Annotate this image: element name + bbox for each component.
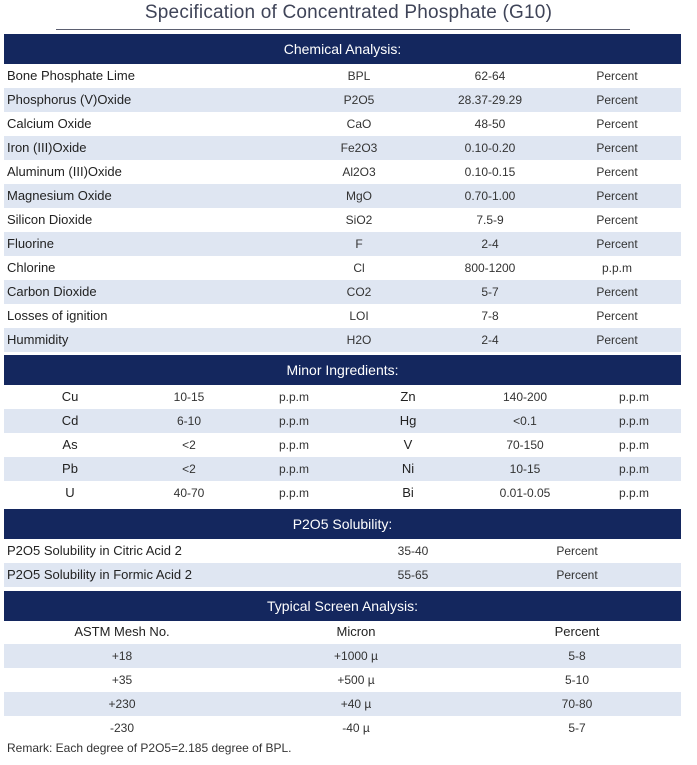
column-header-percent: Percent bbox=[554, 624, 600, 639]
element-value: 40-70 bbox=[173, 486, 205, 500]
micron-value: +500 µ bbox=[337, 673, 375, 687]
solubility-unit: Percent bbox=[556, 544, 598, 558]
table-row bbox=[4, 328, 681, 352]
element-unit: p.p.m bbox=[278, 414, 309, 428]
table-row bbox=[4, 232, 681, 256]
element-unit: p.p.m bbox=[278, 390, 309, 404]
compound-symbol: P2O5 bbox=[343, 93, 375, 107]
compound-symbol: CaO bbox=[346, 117, 372, 131]
title-underline bbox=[56, 29, 630, 30]
compound-name: Chlorine bbox=[7, 260, 56, 275]
element-unit: p.p.m bbox=[618, 414, 649, 428]
element-unit: p.p.m bbox=[618, 486, 649, 500]
compound-unit: Percent bbox=[596, 237, 638, 251]
compound-unit: Percent bbox=[596, 189, 638, 203]
compound-unit: Percent bbox=[596, 117, 638, 131]
micron-value: +40 µ bbox=[340, 697, 372, 711]
compound-unit: Percent bbox=[596, 213, 638, 227]
element-symbol: Pb bbox=[62, 461, 78, 476]
compound-value: 5-7 bbox=[481, 285, 499, 299]
percent-value: 70-80 bbox=[561, 697, 593, 711]
element-unit: p.p.m bbox=[278, 438, 309, 452]
compound-value: 0.10-0.20 bbox=[464, 141, 516, 155]
compound-value: 28.37-29.29 bbox=[457, 93, 523, 107]
solubility-name: P2O5 Solubility in Formic Acid 2 bbox=[7, 567, 192, 582]
element-value: <0.1 bbox=[513, 414, 537, 428]
table-row bbox=[4, 457, 681, 481]
element-symbol: V bbox=[403, 437, 413, 452]
table-row bbox=[4, 692, 681, 716]
micron-value: -40 µ bbox=[342, 721, 370, 735]
compound-name: Carbon Dioxide bbox=[7, 284, 97, 299]
mesh-value: +18 bbox=[111, 649, 133, 663]
element-symbol: Hg bbox=[399, 413, 417, 428]
table-row bbox=[4, 112, 681, 136]
mesh-value: -230 bbox=[109, 721, 135, 735]
element-symbol: Cu bbox=[61, 389, 79, 404]
compound-unit: Percent bbox=[596, 285, 638, 299]
element-value: 6-10 bbox=[176, 414, 202, 428]
compound-name: Phosphorus (V)Oxide bbox=[7, 92, 132, 107]
remark-note: Remark: Each degree of P2O5=2.185 degree of BPL. bbox=[7, 741, 292, 755]
percent-value: 5-7 bbox=[568, 721, 586, 735]
element-value: <2 bbox=[182, 462, 196, 476]
element-symbol: Cd bbox=[61, 413, 79, 428]
compound-name: Silicon Dioxide bbox=[7, 212, 93, 227]
element-value: 0.01-0.05 bbox=[499, 486, 551, 500]
table-row bbox=[4, 716, 681, 740]
table-row bbox=[4, 88, 681, 112]
compound-value: 2-4 bbox=[481, 333, 499, 347]
element-value: 140-200 bbox=[502, 390, 548, 404]
table-row bbox=[4, 64, 681, 88]
compound-unit: Percent bbox=[596, 309, 638, 323]
table-row bbox=[4, 668, 681, 692]
percent-value: 5-10 bbox=[564, 673, 590, 687]
element-value: <2 bbox=[182, 438, 196, 452]
compound-name: Iron (III)Oxide bbox=[7, 140, 87, 155]
solubility-unit: Percent bbox=[556, 568, 598, 582]
compound-unit: Percent bbox=[596, 93, 638, 107]
screen-column-headers bbox=[4, 620, 681, 644]
compound-name: Aluminum (III)Oxide bbox=[7, 164, 122, 179]
compound-symbol: H2O bbox=[346, 333, 372, 347]
micron-value: +1000 µ bbox=[334, 649, 378, 663]
solubility-value: 35-40 bbox=[397, 544, 429, 558]
table-row bbox=[4, 160, 681, 184]
table-row bbox=[4, 539, 681, 563]
element-symbol: Bi bbox=[402, 485, 414, 500]
element-symbol: Ni bbox=[401, 461, 415, 476]
compound-name: Magnesium Oxide bbox=[7, 188, 112, 203]
compound-name: Hummidity bbox=[7, 332, 69, 347]
compound-value: 2-4 bbox=[481, 237, 499, 251]
compound-value: 7.5-9 bbox=[476, 213, 504, 227]
compound-symbol: Cl bbox=[353, 261, 365, 275]
compound-unit: p.p.m bbox=[601, 261, 632, 275]
table-row bbox=[4, 208, 681, 232]
minor-ingredients-header: Minor Ingredients: bbox=[4, 355, 681, 385]
mesh-value: +230 bbox=[108, 697, 136, 711]
table-row bbox=[4, 481, 681, 505]
chemical-analysis-header: Chemical Analysis: bbox=[4, 34, 681, 64]
element-value: 10-15 bbox=[173, 390, 205, 404]
element-value: 70-150 bbox=[506, 438, 544, 452]
compound-unit: Percent bbox=[596, 165, 638, 179]
column-header-micron: Micron bbox=[336, 624, 376, 639]
element-symbol: As bbox=[62, 437, 78, 452]
compound-value: 0.70-1.00 bbox=[464, 189, 516, 203]
element-unit: p.p.m bbox=[618, 462, 649, 476]
compound-unit: Percent bbox=[596, 141, 638, 155]
compound-symbol: BPL bbox=[347, 69, 371, 83]
table-row bbox=[4, 644, 681, 668]
table-row bbox=[4, 280, 681, 304]
table-row bbox=[4, 433, 681, 457]
compound-unit: Percent bbox=[596, 69, 638, 83]
table-row bbox=[4, 385, 681, 409]
compound-symbol: MgO bbox=[345, 189, 372, 203]
compound-value: 7-8 bbox=[481, 309, 499, 323]
compound-name: Calcium Oxide bbox=[7, 116, 92, 131]
compound-symbol: SiO2 bbox=[345, 213, 373, 227]
compound-symbol: Al2O3 bbox=[342, 165, 376, 179]
element-symbol: U bbox=[65, 485, 75, 500]
percent-value: 5-8 bbox=[568, 649, 586, 663]
compound-name: Bone Phosphate Lime bbox=[7, 68, 135, 83]
column-header-mesh: ASTM Mesh No. bbox=[74, 624, 170, 639]
mesh-value: +35 bbox=[111, 673, 133, 687]
solubility-value: 55-65 bbox=[397, 568, 429, 582]
table-row bbox=[4, 184, 681, 208]
table-row bbox=[4, 409, 681, 433]
compound-symbol: Fe2O3 bbox=[340, 141, 378, 155]
table-row bbox=[4, 256, 681, 280]
compound-value: 800-1200 bbox=[464, 261, 516, 275]
compound-symbol: CO2 bbox=[346, 285, 372, 299]
page-title: Specification of Concentrated Phosphate (G10) bbox=[144, 2, 553, 23]
element-symbol: Zn bbox=[400, 389, 416, 404]
element-unit: p.p.m bbox=[618, 438, 649, 452]
compound-value: 48-50 bbox=[474, 117, 506, 131]
compound-value: 62-64 bbox=[474, 69, 506, 83]
element-unit: p.p.m bbox=[278, 486, 309, 500]
table-row bbox=[4, 136, 681, 160]
solubility-header: P2O5 Solubility: bbox=[4, 509, 681, 539]
element-value: 10-15 bbox=[509, 462, 541, 476]
compound-symbol: F bbox=[355, 237, 363, 251]
compound-symbol: LOI bbox=[349, 309, 369, 323]
table-row bbox=[4, 563, 681, 587]
solubility-name: P2O5 Solubility in Citric Acid 2 bbox=[7, 543, 182, 558]
compound-unit: Percent bbox=[596, 333, 638, 347]
compound-name: Fluorine bbox=[7, 236, 54, 251]
element-unit: p.p.m bbox=[278, 462, 309, 476]
element-unit: p.p.m bbox=[618, 390, 649, 404]
compound-value: 0.10-0.15 bbox=[464, 165, 516, 179]
compound-name: Losses of ignition bbox=[7, 308, 108, 323]
screen-analysis-header: Typical Screen Analysis: bbox=[4, 591, 681, 621]
table-row bbox=[4, 304, 681, 328]
